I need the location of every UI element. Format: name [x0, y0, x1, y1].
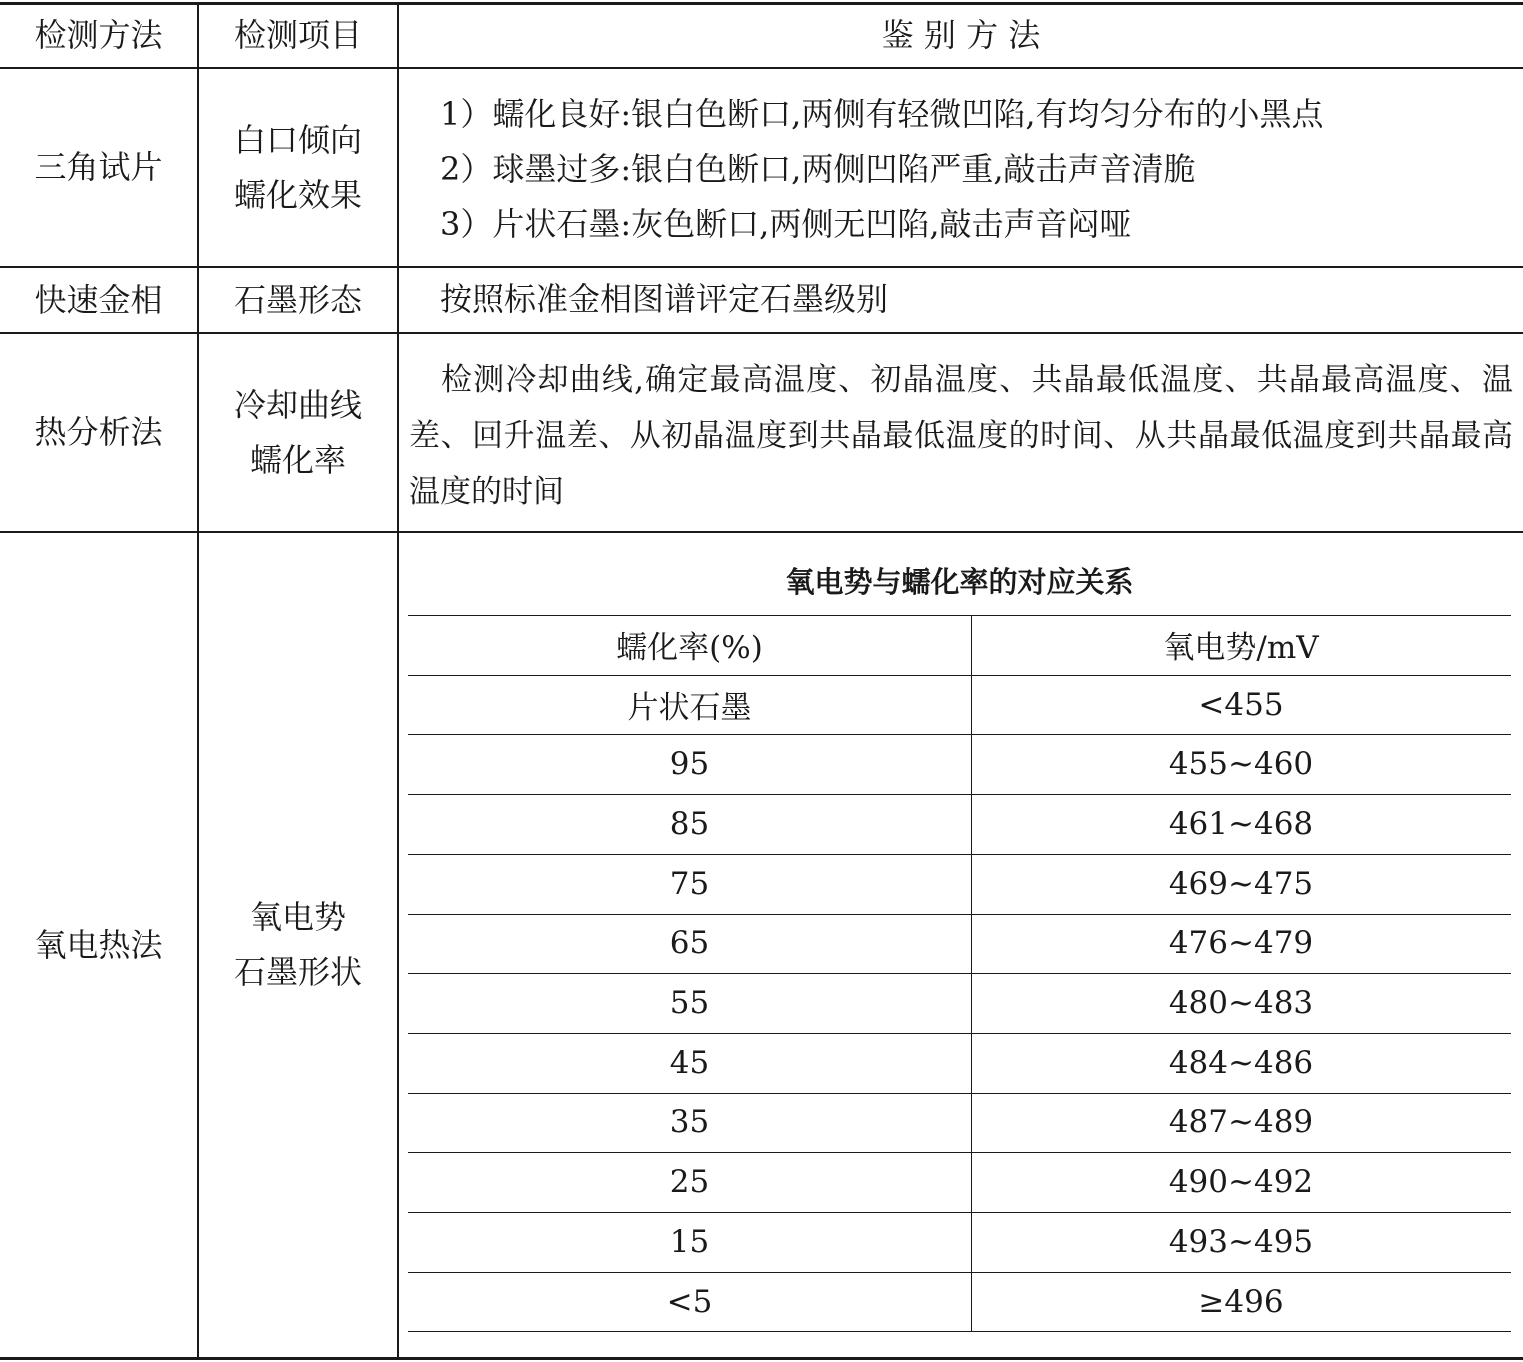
subtable-cell: 480~483	[1168, 985, 1314, 1022]
subtable-cell: ≥496	[1198, 1283, 1284, 1320]
subtable-cell: 490~492	[1168, 1164, 1314, 1201]
subtable-cell: <455	[1198, 686, 1284, 723]
subtable-row-rule	[408, 1331, 1511, 1332]
subtable-cell: 493~495	[1168, 1223, 1314, 1260]
subtable-cell: 25	[669, 1164, 710, 1201]
subtable-cell: 455~460	[1168, 746, 1314, 783]
subtable-cell: 85	[669, 805, 710, 842]
description-line: 2）球墨过多:银白色断口,两侧凹陷严重,敲击声音清脆	[440, 150, 1196, 188]
row-description: 按照标准金相图谱评定石墨级别	[440, 280, 889, 318]
item-text: 氧电势	[249, 898, 346, 936]
subtable-header-cell: 氧电势/mV	[1163, 630, 1319, 667]
header-identification: 鉴 别 方 法	[881, 16, 1041, 54]
subtable-cell: 35	[669, 1104, 710, 1141]
subtable-cell: 487~489	[1168, 1104, 1314, 1141]
subtable-cell: 45	[669, 1044, 710, 1081]
row-method: 三角试片	[34, 148, 163, 186]
subtable-cell: <5	[666, 1283, 713, 1320]
subtable-cell: 461~468	[1168, 805, 1314, 842]
item-text: 冷却曲线	[233, 385, 362, 424]
header-method: 检测方法	[34, 16, 163, 54]
row-description: 检测冷却曲线,确定最高温度、初晶温度、共晶最低温度、共晶最高温度、温差、回升温差、从初晶温度到共晶最低温度的时间、从共晶最低温度到共晶最高温度的时间	[409, 362, 1513, 510]
subtable-cell: 65	[669, 925, 710, 962]
item-text: 石墨形态	[233, 280, 362, 319]
subtable-cell: 469~475	[1168, 865, 1314, 902]
subtable-cell: 55	[669, 985, 710, 1022]
subtable-cell: 95	[669, 746, 710, 783]
item-text: 石墨形状	[233, 953, 362, 991]
header-item: 检测项目	[233, 16, 362, 54]
subtable-header-cell: 蠕化率(%)	[616, 630, 763, 667]
subtable-title: 氧电势与蠕化率的对应关系	[785, 565, 1134, 599]
row-method: 快速金相	[34, 280, 163, 319]
item-text: 白口倾向	[233, 120, 362, 159]
item-text: 蠕化率	[249, 440, 346, 479]
description-line: 3）片状石墨:灰色断口,两侧无凹陷,敲击声音闷哑	[440, 205, 1132, 243]
subtable-cell: 15	[669, 1223, 710, 1260]
row-method: 热分析法	[34, 413, 163, 451]
subtable-cell: 75	[669, 865, 710, 902]
subtable-cell: 片状石墨	[627, 690, 752, 727]
subtable-cell: 476~479	[1168, 925, 1314, 962]
row-method: 氧电热法	[34, 925, 163, 964]
subtable-cell: 484~486	[1168, 1044, 1314, 1081]
description-line: 1）蠕化良好:银白色断口,两侧有轻微凹陷,有均匀分布的小黑点	[440, 95, 1324, 133]
item-text: 蠕化效果	[233, 175, 362, 214]
